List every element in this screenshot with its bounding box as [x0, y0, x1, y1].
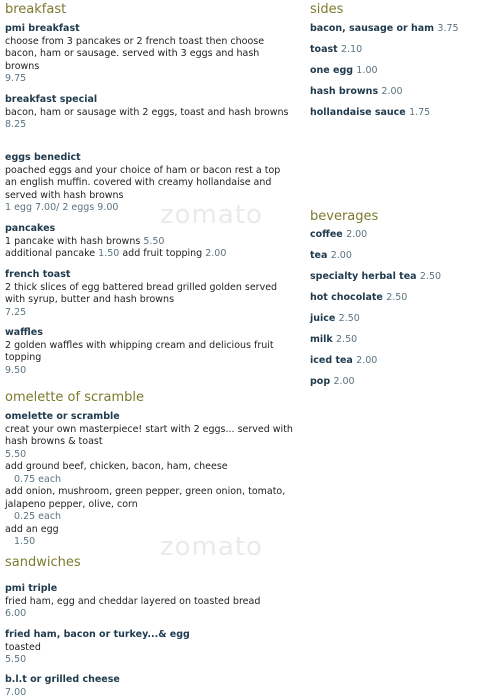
item-name: fried ham, bacon or turkey...& egg: [5, 629, 190, 640]
watermark-top: zomato: [160, 200, 263, 230]
item-name: b.l.t or grilled cheese: [5, 674, 120, 685]
item-price: 8.25: [5, 119, 27, 130]
item-price: 9.75: [5, 73, 27, 84]
beverage-item: tea 2.00: [310, 250, 352, 261]
eggs-benedict-item: [5, 152, 295, 215]
item-desc: poached eggs and your choice of ham or bacon rest a top an english muffin. covered with creamy hollandaise and served with hash browns: [5, 164, 281, 201]
pancake-price3: 2.00: [205, 248, 227, 259]
item-name: pancakes: [5, 223, 56, 234]
beverages-title: beverages: [310, 209, 379, 224]
item-desc: fried ham, egg and cheddar layered on toasted bread: [5, 595, 261, 607]
item-desc: toasted: [5, 641, 41, 653]
item-name: breakfast special: [5, 94, 98, 105]
addon-2: add onion, mushroom, green pepper, green onion, tomato, jalapeno pepper, olive, corn: [5, 486, 286, 510]
item-name: pmi breakfast: [5, 23, 80, 34]
pmi-breakfast-item: [5, 23, 295, 86]
addon-3: add an egg: [5, 523, 59, 535]
beverage-item: coffee 2.00: [310, 229, 368, 240]
waffles-item: [5, 327, 295, 377]
item-desc: creat your own masterpiece! start with 2 eggs... served with hash browns & toast: [5, 423, 293, 447]
item-line: [5, 248, 295, 261]
omelette-item: [5, 411, 295, 549]
item-name: waffles: [5, 327, 43, 338]
omelette-title: omelette of scramble: [5, 390, 144, 405]
beverage-item: hot chocolate 2.50: [310, 292, 408, 303]
item-price: 5.50: [5, 448, 27, 460]
watermark-bottom: zomato: [160, 532, 263, 562]
item-desc: choose from 3 pancakes or 2 french toast then choose bacon, ham or sausage. served with 3 eggs and hash browns: [5, 35, 265, 72]
item-price: 7.25: [5, 306, 27, 318]
pancakes-item: [5, 223, 295, 261]
beverage-item: specialty herbal tea 2.50: [310, 271, 442, 282]
pmi-triple-item: [5, 583, 295, 621]
item-price: 7.00: [5, 686, 27, 698]
item-desc: 2 thick slices of egg battered bread grilled golden served with syrup, butter and hash browns: [5, 281, 278, 305]
side-item: hollandaise sauce 1.75: [310, 107, 431, 118]
blt-item: [5, 674, 295, 699]
item-price: 5.50: [5, 654, 27, 665]
item-name: pmi triple: [5, 583, 58, 594]
side-item: bacon, sausage or ham 3.75: [310, 23, 459, 34]
item-price: 9.50: [5, 364, 27, 376]
item-line: [5, 236, 295, 249]
beverage-item: juice 2.50: [310, 313, 360, 324]
item-name: french toast: [5, 269, 71, 280]
pancake-price2: 1.50: [98, 248, 120, 259]
addon-1-price: 0.75 each: [14, 473, 62, 485]
fried-sandwich-item: [5, 629, 295, 667]
pancake-line2: additional pancake: [5, 248, 96, 259]
addon-2-price: 0.25 each: [14, 511, 62, 522]
sandwiches-title: sandwiches: [5, 555, 81, 570]
item-desc: 2 golden waffles with whipping cream and delicious fruit topping: [5, 339, 274, 363]
beverage-item: iced tea 2.00: [310, 355, 378, 366]
pancake-price1: 5.50: [143, 235, 165, 247]
item-name: omelette or scramble: [5, 411, 120, 422]
item-desc: bacon, ham or sausage with 2 eggs, toast and hash browns: [5, 106, 289, 118]
pancake-line1: 1 pancake with hash browns: [5, 235, 141, 247]
side-item: hash browns 2.00: [310, 86, 403, 97]
breakfast-special-item: [5, 94, 295, 132]
item-name: eggs benedict: [5, 152, 81, 163]
addon-3-price: 1.50: [14, 536, 36, 547]
beverage-item: pop 2.00: [310, 376, 355, 387]
beverage-item: milk 2.50: [310, 334, 358, 345]
french-toast-item: [5, 269, 295, 319]
side-item: toast 2.10: [310, 44, 363, 55]
pancake-line3: add fruit topping: [122, 248, 203, 259]
item-price: 6.00: [5, 608, 27, 619]
item-price: 1 egg 7.00/ 2 eggs 9.00: [5, 202, 119, 213]
breakfast-title: breakfast: [5, 2, 67, 17]
addon-1: add ground beef, chicken, bacon, ham, cheese: [5, 461, 228, 472]
side-item: one egg 1.00: [310, 65, 378, 76]
sides-title: sides: [310, 2, 344, 17]
